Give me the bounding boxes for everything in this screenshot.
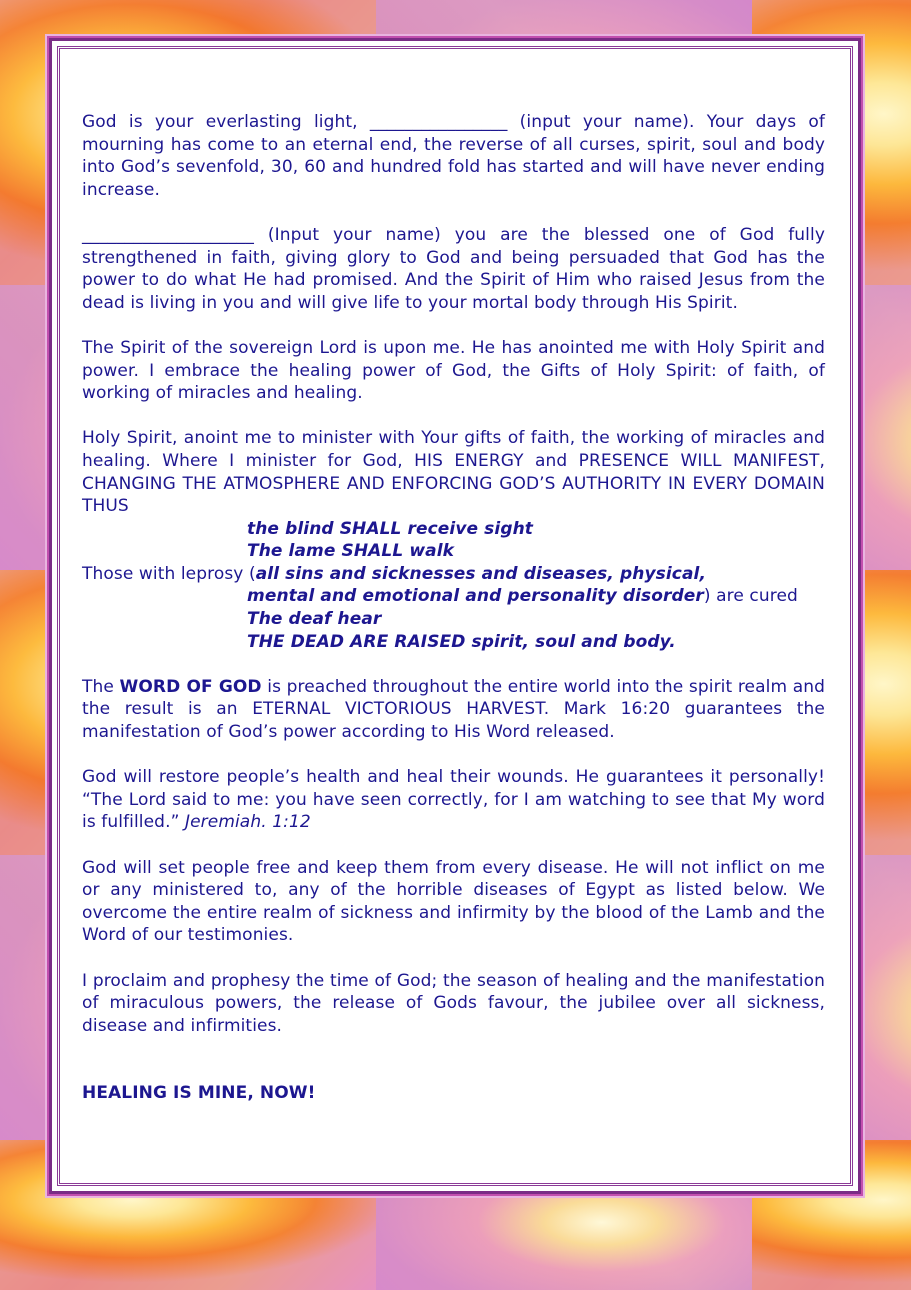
restore-text: God will restore people’s health and heal their wounds. He guarantees it personally! “The Lord said to me: you have seen correctly, for I am watching to see that My word is fulfilled.”: [82, 767, 825, 833]
miracle-leprosy-cont: [82, 585, 825, 608]
paragraph-set-free: God will set people free and keep them from every disease. He will not inflict on me or any ministered to, any of the horrible diseases of Egypt as listed below. We overcome the entire realm of sickness and infirmity by the blood of the Lamb and the Word of our testimonies.: [82, 857, 825, 946]
leprosy-prefix: Those with leprosy (: [82, 563, 256, 584]
word-of-god-bold: WORD OF GOD: [119, 676, 262, 697]
paragraph-everlasting-light: God is your everlasting light, ________________ (input your name). Your days of mourning has come to an eternal end, the reverse of all curses, spirit, soul and body into God’s sevenfold, 30, 60 and hundred fold has started and will have never ending increase.: [82, 112, 825, 200]
miracle-deaf: The deaf hear: [247, 609, 382, 630]
paragraph-anoint-me: Holy Spirit, anoint me to minister with Your gifts of faith, the working of miracles and healing. Where I minister for God, HIS ENERGY and PRESENCE WILL MANIFEST, CHANGING THE ATMOSPHERE AND ENFORCING GOD’S AUTHORITY IN EVERY DOMAIN THUS: [82, 428, 825, 517]
word-prefix: The: [82, 676, 120, 697]
paragraph-blessed-one: ____________________ (Input your name) you are the blessed one of God fully strengthened in faith, giving glory to God and being persuaded that God has the power to do what He had promised. And the Spirit of Him who raised Jesus from the dead is living in you and will give life to your mortal body through His Spirit.: [82, 224, 825, 313]
leprosy-suffix: ) are cured: [703, 586, 798, 607]
miracle-dead: THE DEAD ARE RAISED spirit, soul and body.: [247, 631, 676, 652]
word-suffix: is preached throughout the entire world into the spirit realm and the result is an ETERNAL VICTORIOUS HARVEST. Mark 16:20 guarantees the manifestation of God’s power according to His Word released.: [82, 676, 825, 743]
miracle-blind: the blind SHALL receive sight: [247, 518, 534, 539]
paragraph-restore-health: [82, 766, 825, 834]
paragraph-word-of-god: [82, 676, 825, 744]
document-body: [82, 111, 825, 1105]
miracle-lame: The lame SHALL walk: [247, 541, 455, 562]
paragraph-proclaim: I proclaim and prophesy the time of God; the season of healing and the manifestation of miraculous powers, the release of Gods favour, the jubilee over all sickness, disease and infirmities.: [82, 970, 825, 1036]
scripture-reference: Jeremiah. 1:12: [185, 812, 311, 833]
leprosy-detail-line2: mental and emotional and personality disorder: [247, 586, 704, 607]
closing-declaration: HEALING IS MINE, NOW!: [82, 1083, 316, 1104]
leprosy-detail-line1: all sins and sicknesses and diseases, physical,: [255, 563, 707, 584]
paragraph-sovereign-lord: The Spirit of the sovereign Lord is upon me. He has anointed me with Holy Spirit and power. I embrace the healing power of God, the Gifts of Holy Spirit: of faith, of working of miracles and healing.: [82, 337, 825, 404]
miracle-leprosy: [82, 563, 825, 586]
